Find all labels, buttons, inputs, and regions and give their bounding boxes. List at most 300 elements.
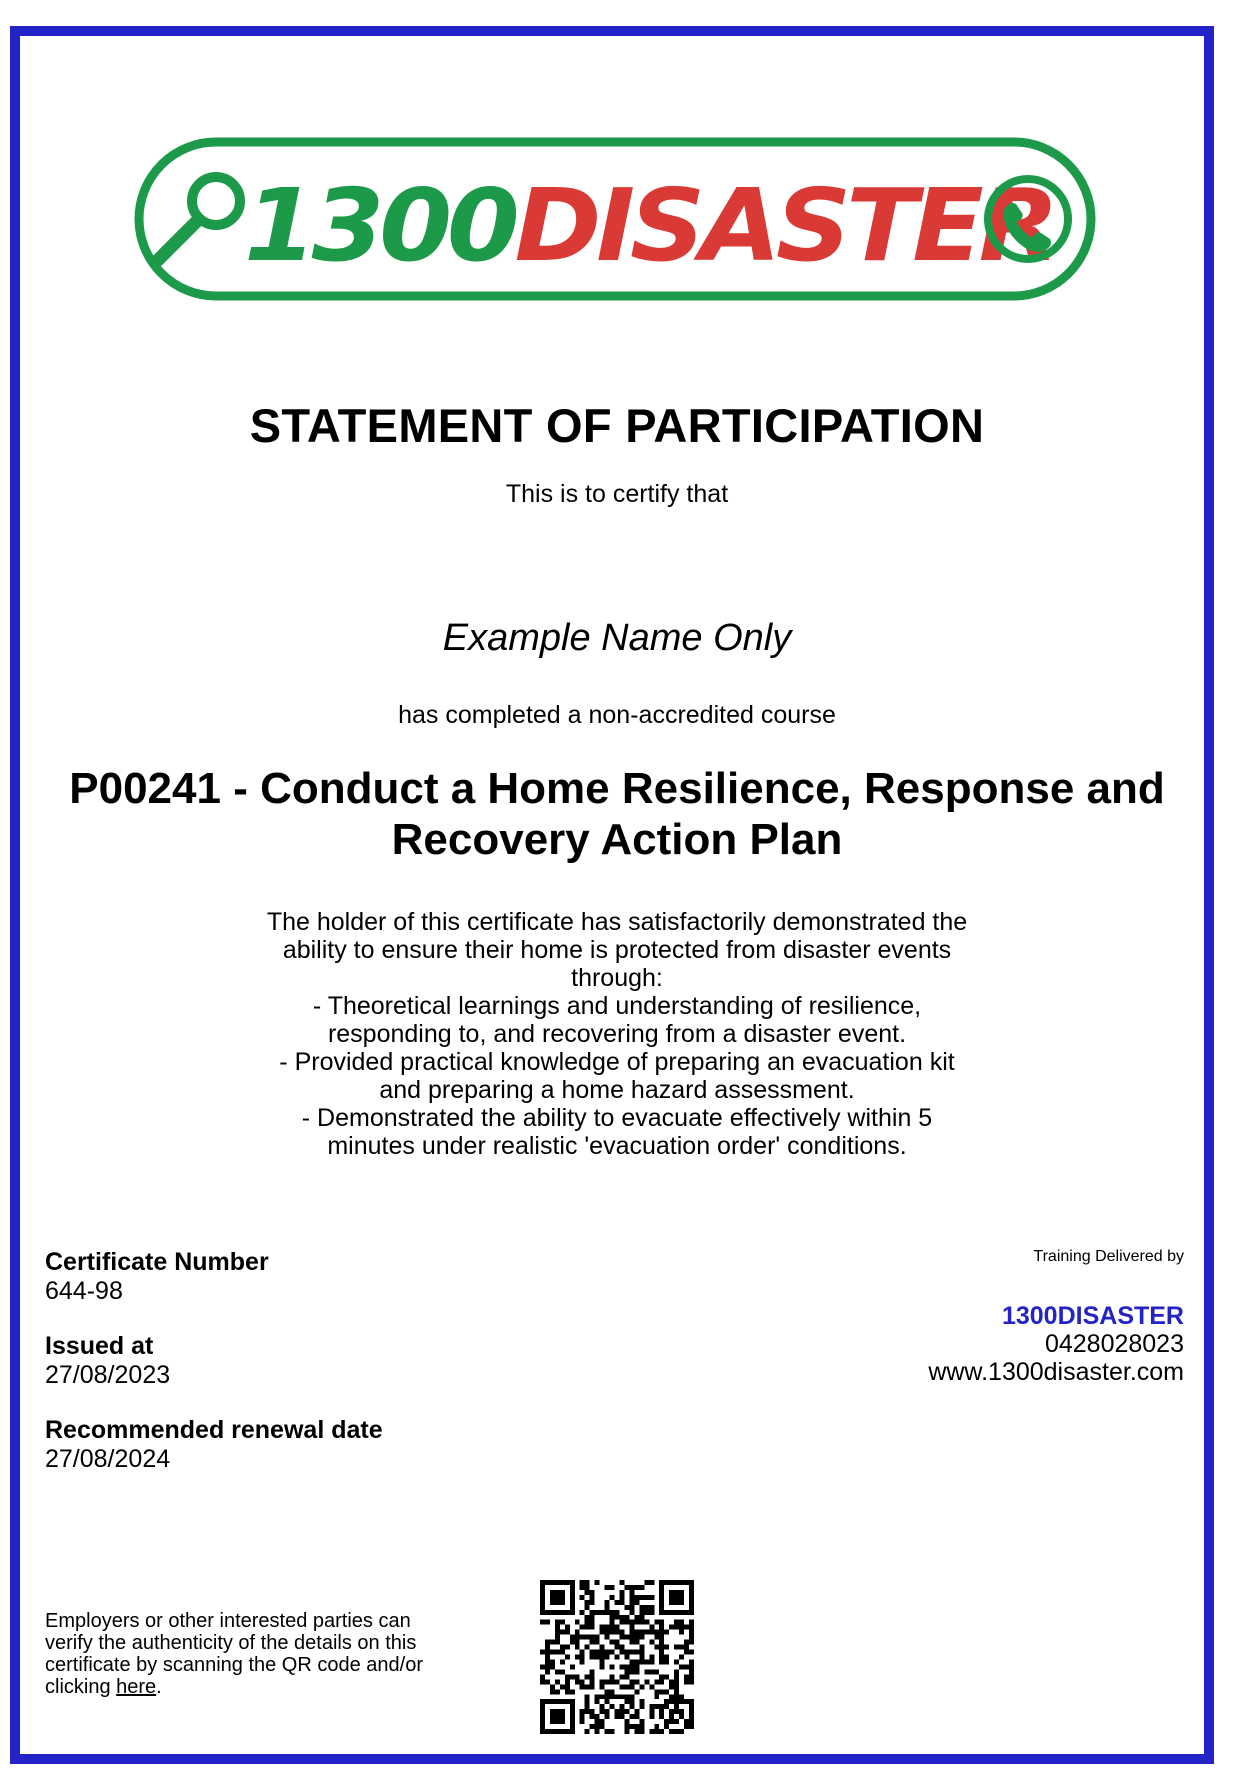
qr-module [555,1679,560,1684]
qr-module [624,1635,629,1640]
certificate-number-block [45,1248,269,1306]
qr-module [679,1664,684,1669]
renewal-label: Recommended renewal date [45,1416,383,1444]
qr-module [664,1674,669,1679]
qr-module [590,1600,595,1605]
trainer-website: www.1300disaster.com [928,1358,1184,1386]
qr-module [580,1625,585,1630]
qr-module [674,1620,679,1625]
qr-module [585,1709,590,1714]
qr-module [560,1630,565,1635]
qr-module [674,1679,679,1684]
qr-module [600,1625,605,1630]
qr-module [684,1719,689,1724]
qr-module [669,1625,674,1630]
qr-module [679,1699,684,1704]
qr-module [555,1620,560,1625]
qr-module [684,1580,689,1585]
qr-module [545,1669,550,1674]
qr-module [664,1659,669,1664]
qr-module [674,1580,679,1585]
qr-module [619,1709,624,1714]
qr-module [595,1650,600,1655]
qr-module [654,1645,659,1650]
qr-module [684,1679,689,1684]
qr-module [659,1689,664,1694]
qr-module [605,1585,610,1590]
qr-module [669,1595,674,1600]
qr-module [619,1630,624,1635]
qr-module [585,1699,590,1704]
qr-module [669,1719,674,1724]
qr-module [570,1610,575,1615]
qr-module [674,1729,679,1734]
qr-module [624,1664,629,1669]
qr-module [610,1664,615,1669]
renewal-date: 27/08/2024 [45,1445,171,1473]
qr-module [674,1590,679,1595]
qr-module [629,1694,634,1699]
qr-module [664,1645,669,1650]
qr-module [545,1664,550,1669]
qr-module [550,1684,555,1689]
qr-module [634,1630,639,1635]
qr-module [639,1659,644,1664]
qr-module [659,1610,664,1615]
qr-module [555,1595,560,1600]
qr-module [654,1679,659,1684]
qr-module [545,1650,550,1655]
qr-module [610,1704,615,1709]
qr-module [560,1590,565,1595]
qr-module [649,1640,654,1645]
qr-module [634,1615,639,1620]
qr-module [600,1659,605,1664]
qr-module [674,1719,679,1724]
qr-module [585,1684,590,1689]
qr-module [555,1600,560,1605]
trainer-phone: 0428028023 [1044,1330,1184,1358]
qr-module [560,1714,565,1719]
qr-module [659,1605,664,1610]
qr-module [664,1630,669,1635]
qr-module [540,1714,545,1719]
qr-module [590,1650,595,1655]
qr-module [540,1664,545,1669]
qr-module [649,1655,654,1660]
qr-module [605,1699,610,1704]
verification-note [45,1610,425,1698]
qr-module [689,1659,694,1664]
qr-module [679,1620,684,1625]
qr-module [689,1724,694,1729]
qr-module [629,1630,634,1635]
qr-module [624,1684,629,1689]
qr-module [664,1655,669,1660]
qr-module [659,1645,664,1650]
qr-module [590,1669,595,1674]
qr-module [669,1694,674,1699]
qr-module [550,1659,555,1664]
qr-module [669,1729,674,1734]
qr-module [615,1694,620,1699]
qr-module [684,1645,689,1650]
qr-module [590,1620,595,1625]
qr-module [540,1719,545,1724]
qr-module [595,1610,600,1615]
qr-module [659,1704,664,1709]
description-line: - Demonstrated the ability to evacuate effectively within 5 [301,1104,933,1132]
qr-module [629,1669,634,1674]
qr-module [649,1610,654,1615]
qr-module [555,1580,560,1585]
qr-module [669,1699,674,1704]
qr-module [590,1590,595,1595]
qr-module [540,1729,545,1734]
qr-module [634,1659,639,1664]
qr-module [679,1709,684,1714]
qr-module [629,1640,634,1645]
qr-module [545,1640,550,1645]
qr-module [679,1610,684,1615]
qr-module [624,1585,629,1590]
qr-module [689,1625,694,1630]
qr-module [570,1699,575,1704]
qr-module [659,1620,664,1625]
qr-module [669,1580,674,1585]
qr-module [689,1704,694,1709]
qr-module [669,1590,674,1595]
qr-module [629,1600,634,1605]
qr-module [644,1580,649,1585]
qr-module [639,1615,644,1620]
trainer-label: Training Delivered by [1033,1248,1184,1265]
qr-module [555,1689,560,1694]
qr-module [689,1669,694,1674]
qr-module [629,1659,634,1664]
qr-module [565,1610,570,1615]
qr-module [679,1714,684,1719]
qr-module [545,1580,550,1585]
qr-module [659,1655,664,1660]
course-title-line: P00241 - Conduct a Home Resilience, Response and [69,764,1165,813]
qr-module [659,1600,664,1605]
magnifier-icon [158,177,240,260]
qr-module [634,1729,639,1734]
qr-module [560,1620,565,1625]
qr-module [624,1615,629,1620]
qr-module [654,1689,659,1694]
qr-module [649,1684,654,1689]
qr-module [674,1659,679,1664]
qr-module [639,1704,644,1709]
verification-text: Employers or other interested parties can verify the authenticity of the details on this certificate by scanning the QR code and/or clicking [45,1610,423,1698]
qr-module [674,1610,679,1615]
qr-module [629,1610,634,1615]
qr-module [659,1635,664,1640]
qr-module [545,1620,550,1625]
qr-module [639,1684,644,1689]
qr-module [555,1699,560,1704]
logo-text-1300: 1300 [244,167,503,284]
qr-module [610,1620,615,1625]
qr-module [684,1610,689,1615]
qr-module [550,1689,555,1694]
qr-module [684,1640,689,1645]
qr-module [649,1580,654,1585]
qr-module [590,1724,595,1729]
qr-module [585,1605,590,1610]
qr-module [560,1719,565,1724]
qr-module [619,1645,624,1650]
qr-module [659,1709,664,1714]
qr-module [610,1640,615,1645]
qr-module [669,1610,674,1615]
qr-module [590,1714,595,1719]
qr-module [634,1585,639,1590]
qr-module [619,1615,624,1620]
qr-module [649,1704,654,1709]
certificate-number: 644-98 [45,1277,123,1305]
verify-link[interactable]: here [116,1676,157,1698]
qr-module [610,1630,615,1635]
qr-module [664,1699,669,1704]
qr-module [585,1585,590,1590]
qr-module [634,1724,639,1729]
logo-text-disaster: DISASTER [514,167,1030,284]
qr-module [679,1580,684,1585]
qr-module [679,1630,684,1635]
qr-module [540,1595,545,1600]
qr-module [624,1719,629,1724]
trainer-block [928,1302,1184,1386]
qr-module [654,1729,659,1734]
qr-module [570,1729,575,1734]
qr-module [610,1674,615,1679]
qr-module [629,1620,634,1625]
qr-module [644,1659,649,1664]
qr-module [565,1630,570,1635]
qr-module [565,1645,570,1650]
qr-module [639,1630,644,1635]
qr-module [664,1719,669,1724]
qr-module [679,1694,684,1699]
qr-module [619,1674,624,1679]
qr-module [610,1729,615,1734]
qr-module [575,1645,580,1650]
qr-module [644,1669,649,1674]
qr-module [624,1674,629,1679]
qr-module [560,1580,565,1585]
qr-module [585,1580,590,1585]
qr-module [605,1694,610,1699]
qr-module [659,1585,664,1590]
qr-module [580,1585,585,1590]
qr-module [634,1664,639,1669]
qr-module [689,1674,694,1679]
qr-module [610,1595,615,1600]
qr-module [615,1630,620,1635]
description-line: responding to, and recovering from a disaster event. [327,1020,907,1048]
qr-module [595,1719,600,1724]
qr-module [570,1585,575,1590]
qr-module [610,1650,615,1655]
qr-module [565,1674,570,1679]
qr-module [664,1580,669,1585]
qr-module [550,1595,555,1600]
qr-module [619,1650,624,1655]
qr-module [659,1595,664,1600]
qr-module [679,1655,684,1660]
qr-module [570,1689,575,1694]
qr-module [689,1714,694,1719]
completed-text: has completed a non-accredited course [398,701,836,729]
description-line: - Theoretical learnings and understanding of resilience, [312,992,922,1020]
qr-module [555,1669,560,1674]
qr-module [555,1635,560,1640]
qr-module [610,1585,615,1590]
qr-module [615,1610,620,1615]
qr-module [629,1684,634,1689]
qr-module [679,1595,684,1600]
qr-module [615,1655,620,1660]
qr-module [674,1704,679,1709]
qr-module [580,1659,585,1664]
qr-module [595,1729,600,1734]
qr-module [649,1669,654,1674]
qr-module [580,1635,585,1640]
qr-module [595,1635,600,1640]
qr-module [689,1605,694,1610]
qr-module [674,1595,679,1600]
qr-module [624,1709,629,1714]
qr-module [610,1679,615,1684]
qr-module [565,1729,570,1734]
qr-module [550,1719,555,1724]
qr-module [545,1659,550,1664]
qr-module [565,1625,570,1630]
qr-module [654,1635,659,1640]
qr-module [585,1674,590,1679]
qr-module [629,1590,634,1595]
qr-module [555,1630,560,1635]
qr-module [550,1729,555,1734]
qr-module [560,1709,565,1714]
qr-module [674,1709,679,1714]
qr-module [674,1625,679,1630]
verification-qr-code[interactable] [540,1580,694,1734]
qr-module [689,1620,694,1625]
qr-module [605,1650,610,1655]
qr-module [624,1694,629,1699]
qr-module [654,1704,659,1709]
qr-module [540,1610,545,1615]
qr-module [615,1615,620,1620]
qr-module [560,1645,565,1650]
qr-module [674,1669,679,1674]
qr-module [565,1699,570,1704]
qr-module [575,1635,580,1640]
qr-module [619,1590,624,1595]
qr-module [634,1600,639,1605]
qr-module [545,1645,550,1650]
qr-module [590,1655,595,1660]
renewal-block [45,1416,383,1474]
qr-module [600,1645,605,1650]
qr-module [540,1724,545,1729]
qr-module [619,1580,624,1585]
qr-module [555,1590,560,1595]
qr-module [545,1679,550,1684]
qr-module [590,1610,595,1615]
qr-module [590,1635,595,1640]
qr-module [550,1664,555,1669]
qr-module [560,1699,565,1704]
qr-module [684,1650,689,1655]
qr-module [600,1719,605,1724]
qr-module [659,1580,664,1585]
qr-module [605,1600,610,1605]
qr-module [615,1625,620,1630]
qr-module [585,1615,590,1620]
qr-module [600,1694,605,1699]
qr-module [540,1605,545,1610]
qr-module [605,1630,610,1635]
qr-module [664,1610,669,1615]
qr-module [634,1640,639,1645]
qr-module [545,1699,550,1704]
qr-module [605,1729,610,1734]
qr-module [619,1620,624,1625]
qr-module [560,1595,565,1600]
qr-module [639,1650,644,1655]
qr-module [595,1640,600,1645]
issued-label: Issued at [45,1332,154,1360]
qr-module [689,1600,694,1605]
qr-module [639,1719,644,1724]
qr-module [590,1640,595,1645]
qr-module [669,1714,674,1719]
qr-module [545,1729,550,1734]
qr-module [610,1694,615,1699]
qr-module [634,1669,639,1674]
qr-module [689,1650,694,1655]
qr-module [689,1709,694,1714]
qr-module [674,1684,679,1689]
qr-module [624,1724,629,1729]
qr-module [679,1729,684,1734]
qr-module [619,1635,624,1640]
qr-module [580,1580,585,1585]
qr-module [540,1600,545,1605]
qr-module [629,1699,634,1704]
qr-module [555,1709,560,1714]
qr-module [575,1679,580,1684]
qr-module [580,1709,585,1714]
issued-date: 27/08/2023 [45,1361,171,1389]
qr-module [634,1650,639,1655]
qr-module [674,1645,679,1650]
qr-module [590,1625,595,1630]
qr-module [639,1699,644,1704]
qr-module [595,1724,600,1729]
qr-module [585,1590,590,1595]
qr-module [634,1689,639,1694]
qr-module [615,1679,620,1684]
qr-module [575,1640,580,1645]
qr-module [689,1595,694,1600]
qr-module [624,1729,629,1734]
